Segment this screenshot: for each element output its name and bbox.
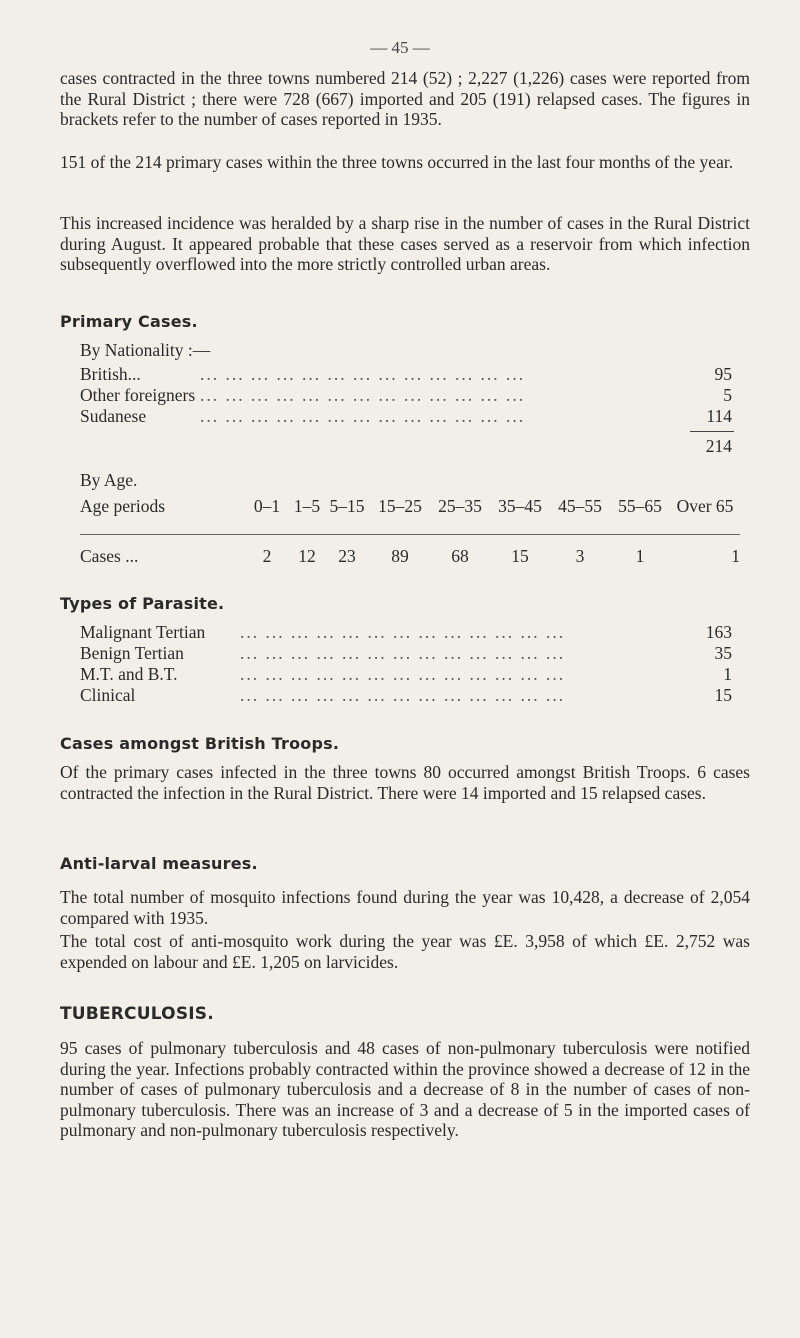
anti-larval-paragraph-1: The total number of mosquito infections found during the year was 10,428, a decrease of 2,054 compared with 1935. [60,887,750,928]
nationality-row [80,406,732,428]
parasite-count: 163 [705,622,732,642]
leader-dots: ... ... ... ... ... ... ... ... ... ... ... ... ... [240,643,566,663]
nationality-row [80,364,732,386]
age-period-header: 55–65 [618,496,662,516]
age-table-rule [80,534,740,535]
age-cases-value: 1 [731,546,740,566]
parasite-heading: Types of Parasite. [60,594,225,613]
leader-dots: ... ... ... ... ... ... ... ... ... ... ... ... ... [200,364,526,384]
nationality-name: Sudanese [80,406,147,426]
age-periods-label: Age periods [80,496,166,516]
age-period-header: 35–45 [498,496,542,516]
age-period-header: Over 65 [676,496,734,516]
british-troops-heading: Cases amongst British Troops. [60,734,340,753]
nationality-name: British... [80,364,141,384]
parasite-row [80,643,732,665]
age-period-header: 45–55 [558,496,602,516]
leader-dots: ... ... ... ... ... ... ... ... ... ... ... ... ... [240,622,566,642]
intro-paragraph-1: cases contracted in the three towns numbered 214 (52) ; 2,227 (1,226) cases were reported from the Rural District ; there were 728 (667) imported and 205 (191) relapsed cases. The figures in brackets refer to the number of cases reported in 1935. [60,68,750,129]
primary-cases-heading: Primary Cases. [60,312,198,331]
tuberculosis-paragraph: 95 cases of pulmonary tuberculosis and 48 cases of non-pulmonary tuberculosis were notified during the year. Infections probably contracted within the province showed a decrease of 12 in the number of cases of pulmonary tuberculosis and a decrease of 8 in the number of cases of non-pulmonary tuberculosis. There was an increase of 3 and a decrease of 5 in the imported cases of pulmonary and non-pulmonary tuberculosis respectively. [60,1038,750,1140]
nationality-count: 95 [714,364,732,384]
age-cases-value: 15 [511,546,529,566]
parasite-row [80,685,732,707]
parasite-name: Benign Tertian [80,643,184,663]
parasite-count: 15 [714,685,732,705]
age-period-header: 0–1 [253,496,281,516]
age-period-header: 25–35 [438,496,482,516]
nationality-name: Other foreigners [80,385,196,405]
tuberculosis-heading: TUBERCULOSIS. [60,1004,214,1024]
age-cases-value: 68 [451,546,469,566]
leader-dots: ... ... ... ... ... ... ... ... ... ... ... ... ... [240,685,566,705]
anti-larval-paragraph-2: The total cost of anti-mosquito work during the year was £E. 3,958 of which £E. 2,752 was expended on labour and £E. 1,205 on larvicides. [60,931,750,972]
anti-larval-heading: Anti-larval measures. [60,854,258,873]
age-cases-value: 3 [575,546,585,566]
nationality-count: 5 [723,385,732,405]
parasite-row [80,664,732,686]
age-cases-value: 89 [391,546,409,566]
cases-label: Cases ... [80,546,139,566]
total-rule [690,431,734,432]
age-cases-value: 12 [298,546,316,566]
parasite-row [80,622,732,644]
intro-paragraph-3: This increased incidence was heralded by a sharp rise in the number of cases in the Rural District during August. It appeared probable that these cases served as a reservoir from which infection subsequently overflowed into the more strictly controlled urban areas. [60,213,750,274]
parasite-count: 1 [723,664,732,684]
age-cases-value: 1 [635,546,645,566]
nationality-total: 214 [705,436,732,456]
age-period-header: 5–15 [329,496,365,516]
nationality-row [80,385,732,407]
leader-dots: ... ... ... ... ... ... ... ... ... ... ... ... ... [200,385,526,405]
by-age-label: By Age. [80,470,138,490]
british-troops-paragraph: Of the primary cases infected in the three towns 80 occurred amongst British Troops. 6 cases contracted the infection in the Rural District. There were 14 imported and 15 relapsed cases. [60,762,750,803]
parasite-name: Malignant Tertian [80,622,206,642]
age-period-header: 1–5 [293,496,321,516]
nationality-count: 114 [706,406,732,426]
nationality-label: By Nationality :— [80,340,211,360]
parasite-count: 35 [714,643,732,663]
age-cases-value: 2 [262,546,272,566]
age-period-header: 15–25 [378,496,422,516]
leader-dots: ... ... ... ... ... ... ... ... ... ... ... ... ... [200,406,526,426]
parasite-name: M.T. and B.T. [80,664,178,684]
leader-dots: ... ... ... ... ... ... ... ... ... ... ... ... ... [240,664,566,684]
parasite-name: Clinical [80,685,136,705]
page-number: — 45 — [370,38,430,57]
intro-paragraph-2: 151 of the 214 primary cases within the three towns occurred in the last four months of the year. [60,152,734,172]
age-cases-value: 23 [338,546,356,566]
